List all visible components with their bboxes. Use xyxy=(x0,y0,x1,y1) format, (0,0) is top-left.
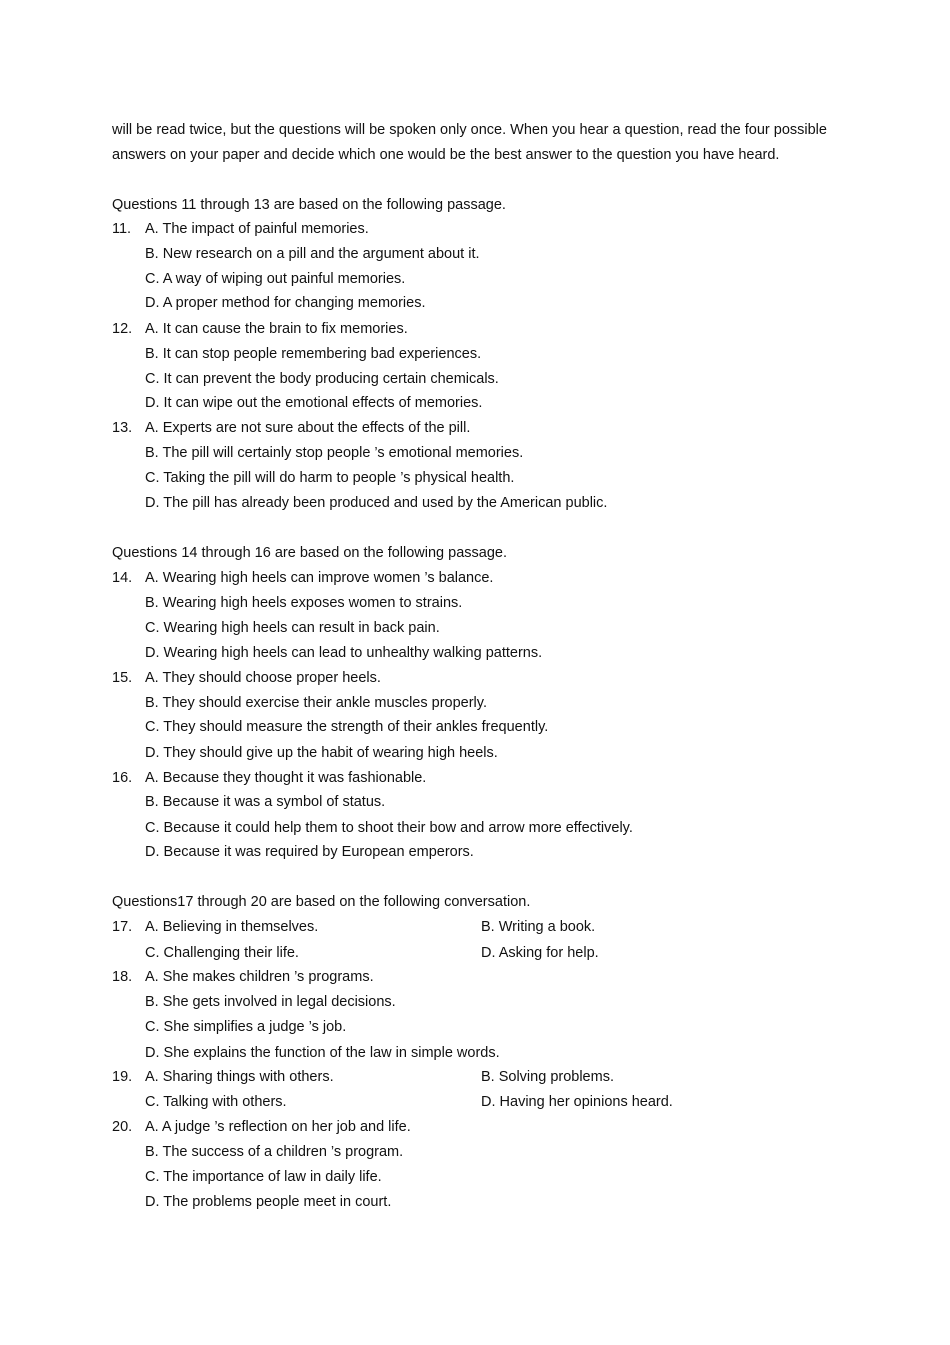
option-d: D. She explains the function of the law in simple words. xyxy=(145,1045,500,1061)
option-b: B. She gets involved in legal decisions. xyxy=(145,994,396,1010)
option-c: C. They should measure the strength of their ankles frequently. xyxy=(145,719,549,735)
question-number: 15. xyxy=(112,670,133,686)
option-d: D. Having her opinions heard. xyxy=(481,1094,673,1110)
question-number: 20. xyxy=(112,1119,133,1135)
option-b: B. They should exercise their ankle muscles properly. xyxy=(145,695,487,711)
section-heading: Questions 14 through 16 are based on the following passage. xyxy=(112,545,507,561)
option-d: D. Because it was required by European emperors. xyxy=(145,844,474,860)
option-d: D. Wearing high heels can lead to unhealthy walking patterns. xyxy=(145,645,543,661)
option-a: A. Wearing high heels can improve women ’s balance. xyxy=(145,570,494,586)
question-number: 14. xyxy=(112,570,133,586)
option-b: B. New research on a pill and the argument about it. xyxy=(145,246,480,262)
question-number: 13. xyxy=(112,420,133,436)
option-b: B. Solving problems. xyxy=(481,1069,614,1085)
option-c: C. A way of wiping out painful memories. xyxy=(145,271,406,287)
option-a: A. A judge ’s reflection on her job and life. xyxy=(145,1119,411,1135)
instructions-text: will be read twice, but the questions will be spoken only once. When you hear a question, read the four possible answers on your paper and decide which one would be the best answer to the question you have heard. xyxy=(112,122,827,163)
option-a: A. The impact of painful memories. xyxy=(145,221,369,237)
option-a: A. She makes children ’s programs. xyxy=(145,969,374,985)
option-d: D. Asking for help. xyxy=(481,945,599,961)
question-number: 18. xyxy=(112,969,133,985)
section-heading: Questions 11 through 13 are based on the following passage. xyxy=(112,197,506,213)
option-a: A. Experts are not sure about the effects of the pill. xyxy=(145,420,471,436)
option-b: B. Because it was a symbol of status. xyxy=(145,794,386,810)
option-a: A. Sharing things with others. xyxy=(145,1069,334,1085)
option-d: D. They should give up the habit of wearing high heels. xyxy=(145,745,498,761)
option-d: D. A proper method for changing memories. xyxy=(145,295,426,311)
option-c: C. Wearing high heels can result in back pain. xyxy=(145,620,440,636)
option-b: B. The pill will certainly stop people ’s emotional memories. xyxy=(145,445,524,461)
option-b: B. It can stop people remembering bad experiences. xyxy=(145,346,482,362)
question-number: 19. xyxy=(112,1069,133,1085)
question-number: 12. xyxy=(112,321,133,337)
option-c: C. The importance of law in daily life. xyxy=(145,1169,382,1185)
option-d: D. It can wipe out the emotional effects of memories. xyxy=(145,395,483,411)
option-c: C. Challenging their life. xyxy=(145,945,299,961)
option-c: C. It can prevent the body producing certain chemicals. xyxy=(145,371,499,387)
option-c: C. She simplifies a judge ’s job. xyxy=(145,1019,347,1035)
option-c: C. Talking with others. xyxy=(145,1094,287,1110)
question-number: 17. xyxy=(112,919,133,935)
option-a: A. Because they thought it was fashionable. xyxy=(145,770,427,786)
option-c: C. Because it could help them to shoot their bow and arrow more effectively. xyxy=(145,820,633,836)
option-d: D. The pill has already been produced and used by the American public. xyxy=(145,495,608,511)
option-c: C. Taking the pill will do harm to people ’s physical health. xyxy=(145,470,515,486)
option-b: B. The success of a children ’s program. xyxy=(145,1144,404,1160)
option-b: B. Wearing high heels exposes women to strains. xyxy=(145,595,463,611)
option-d: D. The problems people meet in court. xyxy=(145,1194,392,1210)
question-number: 11. xyxy=(112,221,132,237)
option-a: A. Believing in themselves. xyxy=(145,919,319,935)
option-a: A. They should choose proper heels. xyxy=(145,670,381,686)
option-b: B. Writing a book. xyxy=(481,919,596,935)
section-heading: Questions17 through 20 are based on the following conversation. xyxy=(112,894,531,910)
question-number: 16. xyxy=(112,770,133,786)
option-a: A. It can cause the brain to fix memories. xyxy=(145,321,408,337)
